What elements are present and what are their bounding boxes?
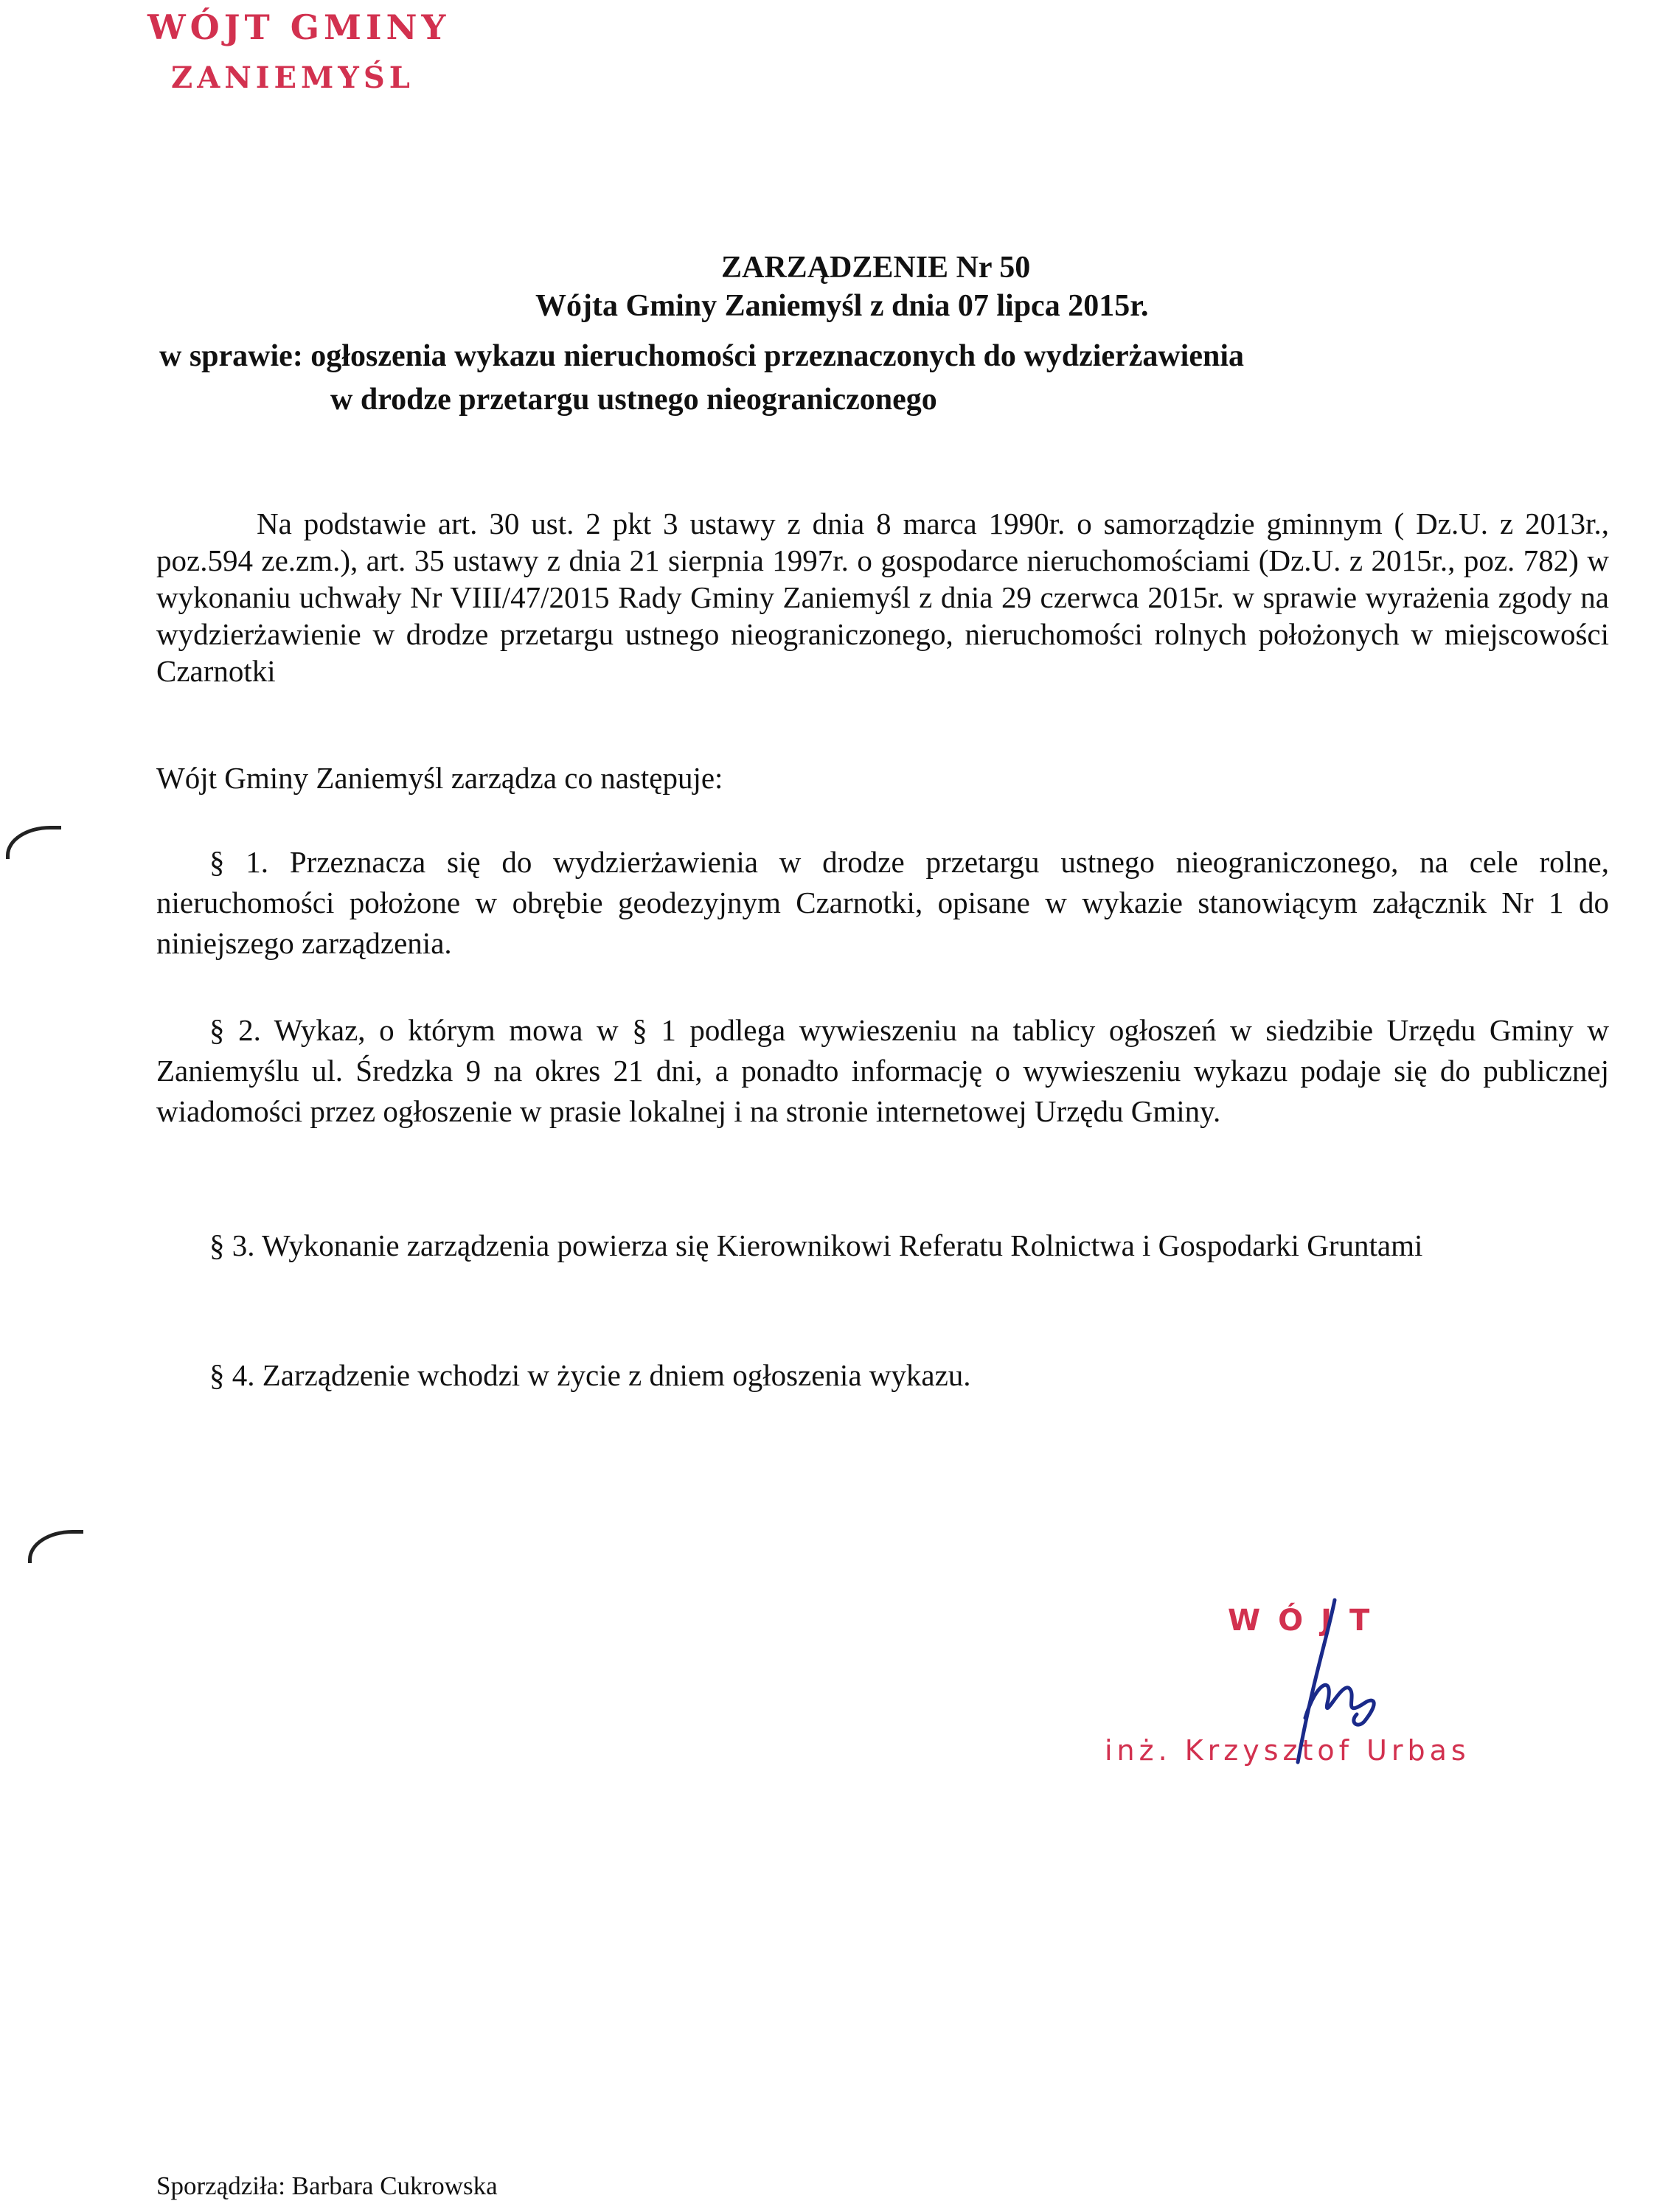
signature-stamp-title: WÓJT (1228, 1604, 1388, 1638)
document-subject-line2: w drodze przetargu ustnego nieograniczonego (330, 383, 937, 417)
prepared-by-note: Sporządziła: Barbara Cukrowska (156, 2171, 498, 2200)
document-issuer-date: Wójta Gminy Zaniemyśl z dnia 07 lipca 2015r. (535, 289, 1149, 323)
legal-basis-paragraph (156, 505, 1609, 689)
section-2-text: § 2. Wykaz, o którym mowa w § 1 podlega wywieszeniu na tablicy ogłoszeń w siedzibie Urzędu Gminy w Zaniemyślu ul. Średzka 9 na okres 21 dni, a ponadto informację o wywieszeniu wykazu podaje się do publicznej wiadomości przez ogłoszenie w prasie lokalnej i na stronie internetowej Urzędu Gminy. (156, 1013, 1609, 1128)
section-1 (156, 842, 1609, 964)
section-4-text: § 4. Zarządzenie wchodzi w życie z dniem ogłoszenia wykazu. (209, 1358, 971, 1392)
signature-stamp-name: inż. Krzysztof Urbas (1105, 1734, 1470, 1767)
legal-basis-text: Na podstawie art. 30 ust. 2 pkt 3 ustawy z dnia 8 marca 1990r. o samorządzie gminnym ( Dz.U. z 2013r., poz.594 ze.zm.), art. 35 ustawy z dnia 21 sierpnia 1997r. o gospodarce nieruchomościami (Dz.U. z 2015r., poz. 782) w wykonaniu uchwały Nr VIII/47/2015 Rady Gminy Zaniemyśl z dnia 29 czerwca 2015r. w sprawie wyrażenia zgody na wydzierżawienie w drodze przetargu ustnego nieograniczonego, nieruchomości rolnych położonych w miejscowości Czarnotki (156, 507, 1609, 688)
section-2 (156, 1010, 1609, 1132)
document-subject-line1: w sprawie: ogłoszenia wykazu nieruchomości przeznaczonych do wydzierżawienia (159, 339, 1245, 373)
punch-hole-mark-icon (6, 826, 61, 859)
section-4 (156, 1355, 1609, 1396)
office-stamp-line2: ZANIEMYŚL (171, 60, 414, 95)
document-title: ZARZĄDZENIE Nr 50 (721, 251, 1031, 285)
section-1-text: § 1. Przeznacza się do wydzierżawienia w drodze przetargu ustnego nieograniczonego, na cele rolne, nieruchomości położone w obrębie geodezyjnym Czarnotki, opisane w wykazie stanowiącym załącznik Nr 1 do niniejszego zarządzenia. (156, 845, 1609, 960)
punch-hole-mark-icon (28, 1530, 83, 1563)
section-3-text: § 3. Wykonanie zarządzenia powierza się Kierownikowi Referatu Rolnictwa i Gospodarki Gruntami (209, 1228, 1423, 1262)
office-stamp-line1: WÓJT GMINY (147, 7, 451, 47)
intro-statement: Wójt Gminy Zaniemyśl zarządza co następuje: (156, 761, 723, 795)
section-3 (156, 1225, 1609, 1266)
handwritten-signature-icon (1254, 1593, 1401, 1777)
